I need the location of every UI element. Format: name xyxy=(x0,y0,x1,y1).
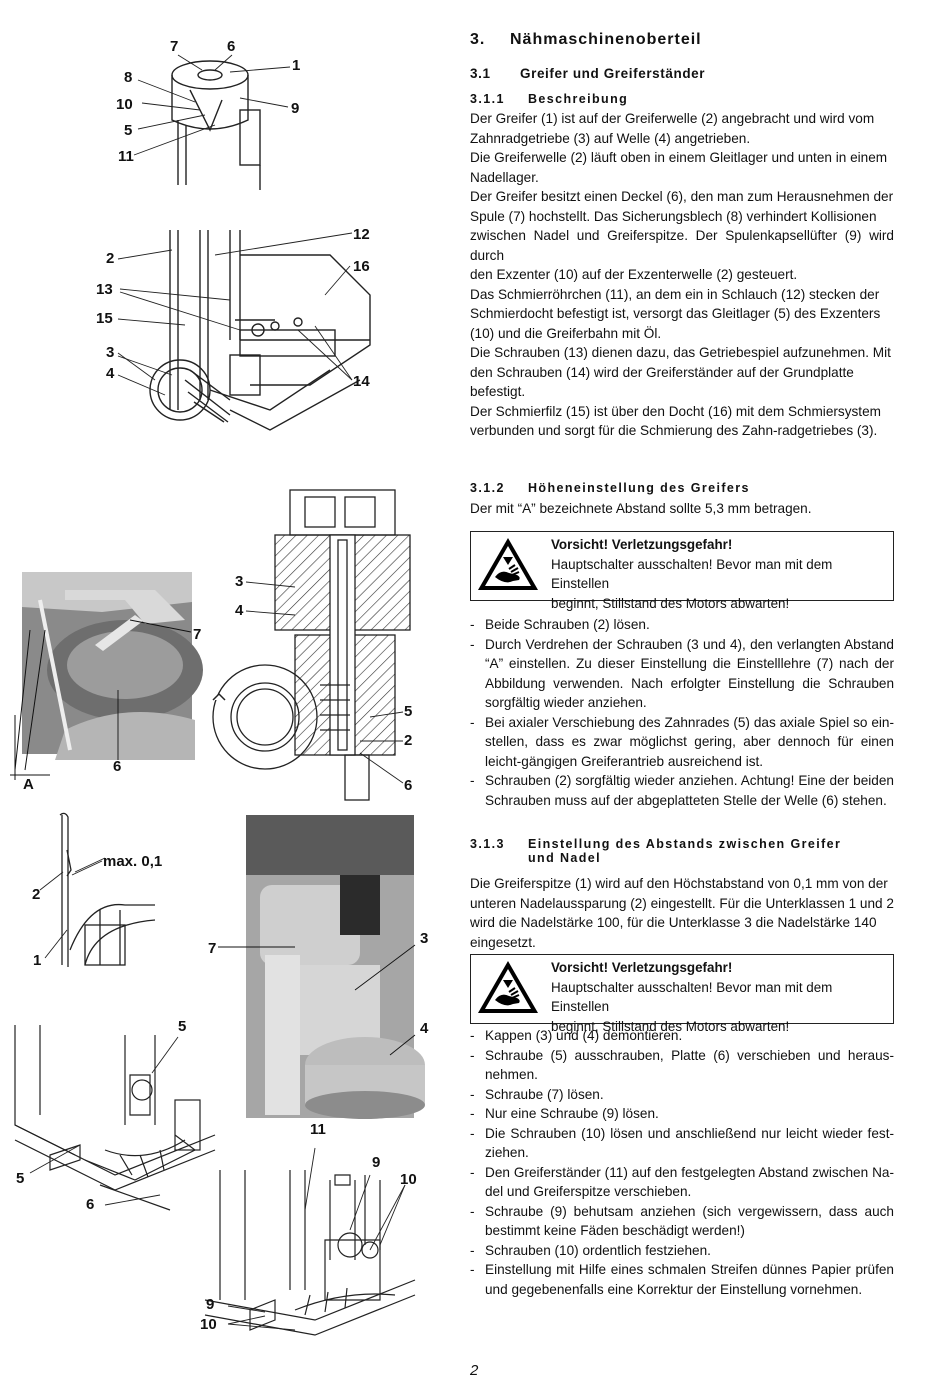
callout-label: 6 xyxy=(404,777,413,794)
chapter-title: Nähmaschinenoberteil xyxy=(510,31,702,48)
warning-line: Hauptschalter ausschalten! Bevor man mit dem Einstellen xyxy=(551,556,833,591)
warning-line: Hauptschalter ausschalten! Bevor man mit dem Einstellen xyxy=(551,979,833,1014)
subsection-abstand-heading xyxy=(470,837,894,865)
hoehe-steps xyxy=(470,615,894,810)
text-line: Der Greifer (1) ist auf der Greiferwelle (2) angebracht und wird vom xyxy=(470,111,875,126)
text-line: befestigt. xyxy=(470,384,526,399)
text-line: den Schrauben (14) wird der Greiferständer auf der Grundplatte xyxy=(470,364,854,380)
step-item: - Kappen (3) und (4) demontieren. xyxy=(470,1026,894,1046)
figure-stand-adjustment xyxy=(195,1120,425,1350)
callout-label: 5 xyxy=(16,1170,25,1187)
text-line: Die Greiferspitze (1) wird auf den Höchstabstand von 0,1 mm von der xyxy=(470,876,888,891)
callout-label: 2 xyxy=(106,250,115,267)
text-line: Der Schmierfilz (15) ist über den Docht (16) mit dem Schmiersystem xyxy=(470,403,881,419)
callout-label: 1 xyxy=(33,952,42,969)
text-line: verbunden und sorgt für die Schmierung des Zahn-radgetriebes (3). xyxy=(470,423,878,438)
subsection-number: 3.1.3 xyxy=(470,837,505,851)
step-item: - Schrauben (10) ordentlich festziehen. xyxy=(470,1241,894,1261)
step-item: - Beide Schrauben (2) lösen. xyxy=(470,615,894,635)
subsection-number: 3.1.2 xyxy=(470,481,505,495)
section-heading xyxy=(470,66,894,81)
base-plate-drawing xyxy=(10,1015,225,1230)
callout-label: 16 xyxy=(353,258,370,275)
callout-label: 5 xyxy=(124,122,133,139)
warning-box-hoehe xyxy=(470,531,894,611)
text-line: unteren Nadelaussparung (2) eingestellt. Für die Unterklassen 1 und 2 xyxy=(470,895,894,911)
text-line: Schmierdocht befestigt ist, versorgt das Gleitlager (5) des Exzenters xyxy=(470,306,881,321)
step-item: - Schraube (9) behutsam anziehen (sich vergewissern, dass auch bestimmt keine Fäden beschädigt werden!) xyxy=(470,1202,894,1241)
subsection-beschreibung-heading xyxy=(470,92,894,106)
callout-label: 9 xyxy=(206,1296,215,1313)
section-number: 3.1 xyxy=(470,66,491,81)
step-item: - Durch Verdrehen der Schrauben (3 und 4), den verlangten Abstand “A” einstellen. Zu dieser Einstellung die Einstelllehre (7) nach der Abbildung verwenden. Nach erfolgter Einstellung die Schrauben sorgfältig wieder anziehen. xyxy=(470,635,894,713)
text-line: (10) und die Greiferbahn mit Öl. xyxy=(470,325,662,341)
chapter-heading xyxy=(470,31,894,49)
callout-label: 7 xyxy=(193,626,202,643)
text-line: Nadellager. xyxy=(470,169,539,185)
callout-label: 4 xyxy=(106,365,115,382)
section-title: Greifer und Greiferständer xyxy=(520,66,706,81)
callout-label: 9 xyxy=(372,1154,381,1171)
warning-title: Vorsicht! Verletzungsgefahr! xyxy=(551,960,733,975)
callout-label: 12 xyxy=(353,226,370,243)
callout-label: 5 xyxy=(178,1018,187,1035)
step-item: - Nur eine Schraube (9) lösen. xyxy=(470,1104,894,1124)
step-item: - Schraube (5) ausschrauben, Platte (6) verschieben und heraus-nehmen. xyxy=(470,1046,894,1085)
warning-line: beginnt, Stillstand des Motors abwarten! xyxy=(551,595,790,611)
callout-label: 6 xyxy=(227,38,236,55)
subsection-title: Höheneinstellung des Greifers xyxy=(528,481,750,495)
callout-label: 7 xyxy=(170,38,179,55)
text-line: Der Greifer besitzt einen Deckel (6), den man zum Herausnehmen der xyxy=(470,189,894,204)
intro-text: Der mit “A” bezeichnete Abstand sollte 5,3 mm betragen. xyxy=(470,501,812,516)
text-line: Zahnradgetriebe (3) auf Welle (4) angetrieben. xyxy=(470,130,751,146)
callout-label: 3 xyxy=(235,573,244,590)
callout-label: 14 xyxy=(353,373,370,390)
chapter-number: 3. xyxy=(470,31,486,48)
text-line: wird die Nadelstärke 100, für die Unterklasse 3 die Nadelstärke 140 xyxy=(470,915,877,930)
callout-label: 5 xyxy=(404,703,413,720)
subsection-title-cont: und Nadel xyxy=(528,851,602,865)
callout-label: 7 xyxy=(208,940,217,957)
callout-label: 13 xyxy=(96,281,113,298)
warning-hand-icon xyxy=(475,958,541,1016)
figure-cross-section xyxy=(210,485,430,805)
text-line: Spule (7) hochstellt. Das Sicherungsblech (8) verhindert Kollisionen xyxy=(470,208,877,224)
text-line: Das Schmierröhrchen (11), an dem ein in Schlauch (12) stecken der xyxy=(470,286,880,302)
cross-section-drawing xyxy=(210,485,430,805)
text-line: zwischen Nadel und Greiferspitze. Der Spulenkapsellüfter (9) wird durch xyxy=(470,228,894,263)
callout-label: 9 xyxy=(291,100,300,117)
needle-gap-drawing xyxy=(25,810,185,975)
subsection-title: Einstellung des Abstands zwischen Greifer xyxy=(528,837,842,851)
subsection-number: 3.1.1 xyxy=(470,92,505,106)
subsection-title: Beschreibung xyxy=(528,92,629,106)
step-item: - Schrauben (2) sorgfältig wieder anziehen. Achtung! Eine der beiden Schrauben muss auf der abgeplatteten Stelle der Welle (6) stehen. xyxy=(470,771,894,810)
callout-label: max. 0,1 xyxy=(103,853,163,870)
callout-label: 2 xyxy=(32,886,41,903)
step-item: - Bei axialer Verschiebung des Zahnrades (5) das axiale Spiel so ein-stellen, dass es zwar möglichst gering, aber dennoch für einen leicht-gängigen Greiferantrieb ausreichend ist. xyxy=(470,713,894,772)
figure-needle-gap xyxy=(25,810,185,975)
callout-label: 10 xyxy=(200,1316,217,1333)
callout-label: 10 xyxy=(116,96,133,113)
text-line: Die Schrauben (13) dienen dazu, das Getriebespiel aufzunehmen. Mit xyxy=(470,345,891,360)
callout-label: 3 xyxy=(420,930,429,947)
callout-label: 11 xyxy=(118,148,134,165)
warning-line: beginnt, Stillstand des Motors abwarten! xyxy=(551,1018,790,1034)
callout-label: 3 xyxy=(106,344,115,361)
callout-label: A xyxy=(23,776,34,793)
text-line: eingesetzt. xyxy=(470,934,536,950)
step-item: - Schraube (7) lösen. xyxy=(470,1085,894,1105)
figure-base-plate xyxy=(10,1015,225,1230)
callout-label: 6 xyxy=(86,1196,95,1213)
callout-label: 10 xyxy=(400,1171,417,1188)
warning-title: Vorsicht! Verletzungsgefahr! xyxy=(551,537,733,552)
step-item: - Einstellung mit Hilfe eines schmalen Streifen dünnes Papier prüfen und gegebenenfalls eine Korrektur der Einstellung vornehmen. xyxy=(470,1260,894,1299)
text-line: den Exzenter (10) auf der Exzenterwelle (2) gesteuert. xyxy=(470,267,798,282)
callout-label: 11 xyxy=(310,1121,326,1138)
hoehe-intro xyxy=(470,499,894,519)
step-item: - Den Greiferständer (11) auf den festgelegten Abstand zwischen Na-del und Greiferspitze verschieben. xyxy=(470,1163,894,1202)
beschreibung-text xyxy=(470,109,894,441)
text-line: Die Greiferwelle (2) läuft oben in einem Gleitlager und unten in einem xyxy=(470,150,888,165)
abstand-text xyxy=(470,874,894,952)
abstand-steps xyxy=(470,1026,894,1299)
step-item: - Die Schrauben (10) lösen und anschließend nur leicht wieder fest-ziehen. xyxy=(470,1124,894,1163)
callout-label: 8 xyxy=(124,69,133,86)
cap-photo-drawing xyxy=(200,815,450,1125)
subsection-hoehe-heading xyxy=(470,481,894,495)
callout-label: 6 xyxy=(113,758,122,775)
hook-stand-drawing xyxy=(90,30,390,450)
page-number: 2 xyxy=(470,1362,479,1379)
callout-label: 15 xyxy=(96,310,113,327)
callout-label: 4 xyxy=(420,1020,429,1037)
callout-label: 1 xyxy=(292,57,301,74)
stand-adjustment-drawing xyxy=(195,1120,425,1350)
callout-label: 4 xyxy=(235,602,244,619)
callout-label: 2 xyxy=(404,732,413,749)
warning-box-abstand xyxy=(470,954,894,1034)
warning-hand-icon xyxy=(475,535,541,593)
figure-cap-photo xyxy=(200,815,450,1125)
figure-hook-overview xyxy=(90,30,390,450)
